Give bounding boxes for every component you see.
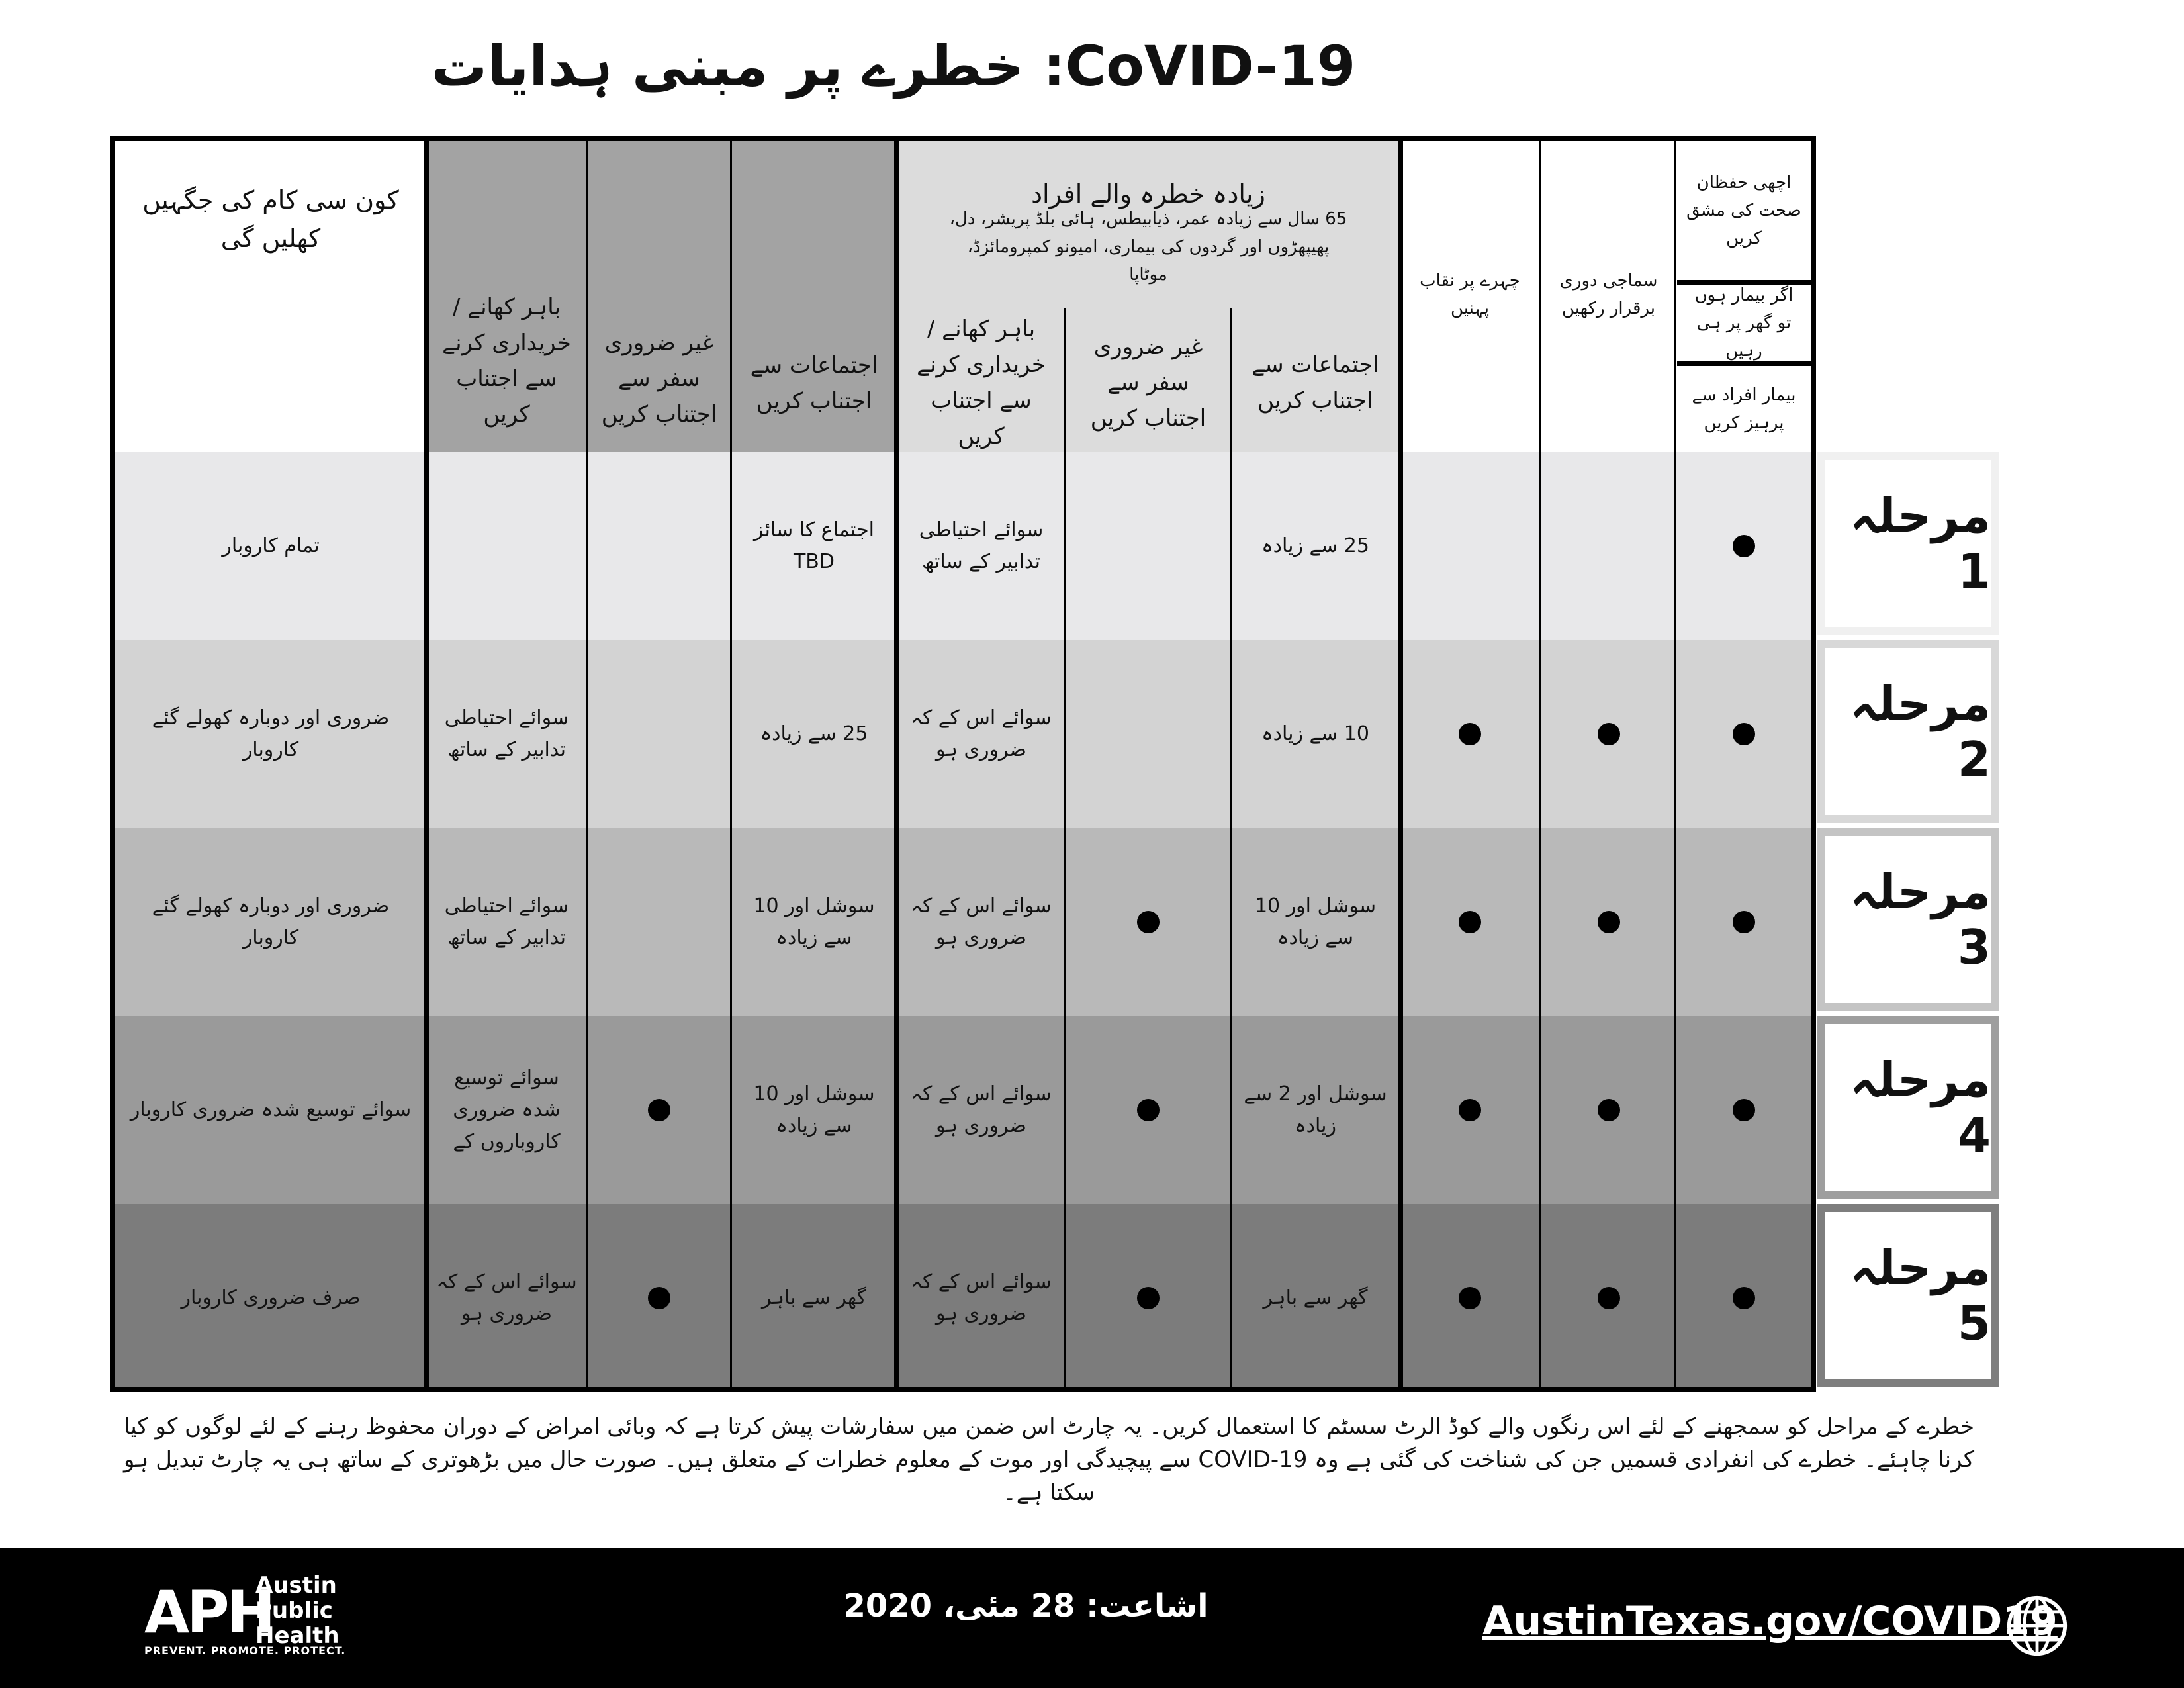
cell-distancing xyxy=(1540,1204,1677,1392)
cell-hr-gatherings xyxy=(1231,1204,1400,1392)
cell-general-gatherings xyxy=(731,452,897,640)
cell-hr-dining xyxy=(897,1204,1066,1392)
bullet-mark xyxy=(1733,723,1755,745)
header-hr-dining-text: باہر کھانے / خریداری کرنے سے اجتناب کریں xyxy=(917,316,1046,449)
cell-workplaces xyxy=(115,1016,426,1204)
header-hr-dining xyxy=(897,313,1066,452)
cell-distancing xyxy=(1540,640,1677,828)
header-distancing-text: سماجی دوری برقرار رکھیں xyxy=(1559,271,1658,318)
cell-general-gatherings xyxy=(731,1204,897,1392)
cell-general-dining xyxy=(426,828,587,1016)
bullet-mark xyxy=(1598,1099,1620,1121)
risk-guidelines-table xyxy=(110,136,1816,1392)
bullet-mark xyxy=(1459,1099,1481,1121)
grid-line xyxy=(586,141,588,1392)
cell-hr-dining xyxy=(897,828,1066,1016)
grid-line xyxy=(424,141,429,1392)
grid-line xyxy=(894,141,899,1392)
cell-workplaces xyxy=(115,1204,426,1392)
cell-masks xyxy=(1400,828,1540,1016)
cell-hr-dining xyxy=(897,1016,1066,1204)
footnote: خطرے کے مراحل کو سمجھنے کے لئے اس رنگوں والے کوڈ الرٹ سسٹم کا استعمال کریں۔ یہ چارٹ اس ضمن میں سفارشات پیش کرتا ہے کہ وبائی امراض کے دوران محفوظ رہنے کے لئے لوگوں کو کیا کرنا چاہئے۔ خطرے کی انفرادی قسمیں جن کی شناخت کی گئی ہے وہ COVID-19 سے پیچیدگی اور موت کے معلوم خطرات کے متعلق ہیں۔ صورت حال میں بڑھوتری کے ساتھ ہی یہ چارٹ تبدیل ہو سکتا ہے۔ xyxy=(123,1413,1975,1506)
bullet-mark xyxy=(1598,1287,1620,1309)
cell-general-travel xyxy=(587,1016,731,1204)
stage-label: مرحلہ 5 xyxy=(1817,1204,1999,1387)
bullet-mark xyxy=(1733,911,1755,933)
cell-text: ضروری اور دوبارہ کھولے گئے کاروبار xyxy=(152,894,390,949)
cell-text: سوشل اور 10 سے زیادہ xyxy=(753,1082,875,1137)
header-high-risk-title-text: زیادہ خطرہ والے افراد xyxy=(1031,179,1265,209)
bullet-mark xyxy=(1459,723,1481,745)
website-link[interactable]: AustinTexas.gov/COVID19 xyxy=(1482,1598,2058,1644)
cell-personal xyxy=(1677,1204,1811,1392)
cell-general-dining xyxy=(426,640,587,828)
cell-text: سوشل اور 2 سے زیادہ xyxy=(1244,1082,1387,1137)
bullet-mark xyxy=(1733,1099,1755,1121)
cell-text: ضروری اور دوبارہ کھولے گئے کاروبار xyxy=(152,706,390,761)
header-general-travel-text: غیر ضروری سفر سے اجتناب کریں xyxy=(601,330,717,428)
header-hr-travel-text: غیر ضروری سفر سے اجتناب کریں xyxy=(1090,334,1206,432)
cell-workplaces xyxy=(115,828,426,1016)
cell-general-travel xyxy=(587,1204,731,1392)
cell-masks xyxy=(1400,640,1540,828)
header-workplaces-text: کون سی کام کی جگہیں کھلیں گی xyxy=(142,185,399,253)
logo-mark: APH xyxy=(144,1578,273,1646)
cell-text: سوائے احتیاطی تدابیر کے ساتھ xyxy=(919,518,1044,573)
cell-masks xyxy=(1400,452,1540,640)
publish-date: اشاعت: 28 مئی، 2020 xyxy=(843,1587,1208,1624)
stage-label: مرحلہ 1 xyxy=(1817,452,1999,635)
cell-text: سوائے توسیع شدہ ضروری کاروباروں کے xyxy=(453,1066,561,1153)
cell-workplaces xyxy=(115,640,426,828)
header-general-gatherings xyxy=(731,141,897,452)
bullet-mark xyxy=(1733,535,1755,557)
logo-words xyxy=(255,1573,340,1648)
header-high-risk-desc-text: 65 سال سے زیادہ عمر، ذیابیطس، ہائی بلڈ پریشر، دل، پھیپھڑوں اور گردوں کی بیماری، امیونو کمپرومائزڈ، موٹاپا xyxy=(949,209,1347,285)
header-general-travel xyxy=(587,141,731,452)
header-general-gatherings-text: اجتماعات سے اجتناب کریں xyxy=(750,352,878,414)
cell-general-travel xyxy=(587,452,731,640)
cell-personal xyxy=(1677,452,1811,640)
bullet-mark xyxy=(1137,911,1160,933)
cell-text: سوائے احتیاطی تدابیر کے ساتھ xyxy=(444,894,569,949)
globe-icon xyxy=(2005,1594,2069,1658)
grid-line xyxy=(1398,141,1403,1392)
cell-hr-travel xyxy=(1066,452,1231,640)
grid-line xyxy=(1064,308,1066,1392)
grid-line xyxy=(1677,361,1813,366)
bullet-mark xyxy=(1137,1099,1160,1121)
cell-text: گھر سے باہر xyxy=(761,1286,867,1309)
header-hr-gatherings xyxy=(1231,313,1400,452)
grid-line xyxy=(1811,141,1816,1392)
bullet-mark xyxy=(1598,723,1620,745)
cell-text: سوائے اس کے کہ ضروری ہو xyxy=(911,1270,1052,1325)
cell-personal xyxy=(1677,828,1811,1016)
cell-text: 25 سے زیادہ xyxy=(760,722,868,745)
cell-general-gatherings xyxy=(731,1016,897,1204)
logo-line: Health xyxy=(255,1622,340,1649)
cell-hr-travel xyxy=(1066,640,1231,828)
header-stay-home xyxy=(1677,285,1811,361)
cell-text: گھر سے باہر xyxy=(1263,1286,1368,1309)
cell-text: 10 سے زیادہ xyxy=(1261,722,1369,745)
cell-hr-gatherings xyxy=(1231,828,1400,1016)
header-avoid-sick-text: بیمار افراد سے پرہیز کریں xyxy=(1692,385,1796,433)
cell-general-gatherings xyxy=(731,640,897,828)
cell-text: صرف ضروری کاروبار xyxy=(181,1286,361,1309)
cell-hr-travel xyxy=(1066,828,1231,1016)
header-hr-travel xyxy=(1066,313,1231,452)
grid-line xyxy=(1230,308,1232,1392)
bullet-mark xyxy=(648,1287,670,1309)
bullet-mark xyxy=(1733,1287,1755,1309)
header-stay-home-text: اگر بیمار ہوں تو گھر پر ہی رہیں xyxy=(1694,285,1794,361)
logo-line: Austin xyxy=(255,1572,337,1599)
cell-hr-travel xyxy=(1066,1016,1231,1204)
cell-general-dining xyxy=(426,1016,587,1204)
cell-hr-dining xyxy=(897,452,1066,640)
cell-text: سوائے احتیاطی تدابیر کے ساتھ xyxy=(444,706,569,761)
cell-distancing xyxy=(1540,452,1677,640)
cell-text: سوائے اس کے کہ ضروری ہو xyxy=(911,894,1052,949)
cell-general-travel xyxy=(587,828,731,1016)
bullet-mark xyxy=(1598,911,1620,933)
header-masks xyxy=(1400,141,1540,452)
cell-hr-gatherings xyxy=(1231,452,1400,640)
bullet-mark xyxy=(1459,911,1481,933)
cell-general-dining xyxy=(426,452,587,640)
header-high-risk-desc xyxy=(936,209,1360,285)
cell-masks xyxy=(1400,1016,1540,1204)
cell-personal xyxy=(1677,640,1811,828)
bullet-mark xyxy=(1459,1287,1481,1309)
cell-general-travel xyxy=(587,640,731,828)
grid-line xyxy=(1677,280,1813,285)
cell-text: تمام کاروبار xyxy=(222,534,320,557)
grid-line xyxy=(730,141,732,1392)
bullet-mark xyxy=(1137,1287,1160,1309)
header-general-dining xyxy=(426,141,587,452)
header-hygiene xyxy=(1677,141,1811,280)
cell-text: سوائے اس کے کہ ضروری ہو xyxy=(436,1270,577,1325)
logo-tagline: PREVENT. PROMOTE. PROTECT. xyxy=(144,1644,346,1657)
cell-hr-travel xyxy=(1066,1204,1231,1392)
cell-text: سوائے اس کے کہ ضروری ہو xyxy=(911,1082,1052,1137)
cell-hr-gatherings xyxy=(1231,640,1400,828)
header-distancing xyxy=(1540,141,1677,452)
header-general-dining-text: باہر کھانے / خریداری کرنے سے اجتناب کریں xyxy=(442,294,571,428)
cell-workplaces xyxy=(115,452,426,640)
header-workplaces xyxy=(115,141,426,452)
cell-text: اجتماع کا سائز TBD xyxy=(754,518,874,573)
cell-distancing xyxy=(1540,828,1677,1016)
cell-text: سوائے اس کے کہ ضروری ہو xyxy=(911,706,1052,761)
header-avoid-sick xyxy=(1677,366,1811,452)
cell-text: سوشل اور 10 سے زیادہ xyxy=(753,894,875,949)
stage-label: مرحلہ 4 xyxy=(1817,1016,1999,1199)
cell-general-dining xyxy=(426,1204,587,1392)
logo-line: Public xyxy=(255,1597,333,1624)
page-title: CoVID-19: خطرے پر مبنی ہدایات xyxy=(431,34,1356,99)
footer-bar xyxy=(0,1548,2184,1688)
aph-logo xyxy=(144,1573,356,1659)
cell-text: سوائے توسیع شدہ ضروری کاروبار xyxy=(130,1098,412,1121)
stage-label: مرحلہ 3 xyxy=(1817,828,1999,1011)
bullet-mark xyxy=(648,1099,670,1121)
cell-masks xyxy=(1400,1204,1540,1392)
cell-text: سوشل اور 10 سے زیادہ xyxy=(1254,894,1377,949)
cell-hr-gatherings xyxy=(1231,1016,1400,1204)
header-hygiene-text: اچھی حفظان صحت کی مشق کریں xyxy=(1686,173,1801,248)
cell-distancing xyxy=(1540,1016,1677,1204)
cell-general-gatherings xyxy=(731,828,897,1016)
grid-line xyxy=(1674,141,1676,1392)
header-hr-gatherings-text: اجتماعات سے اجتناب کریں xyxy=(1251,352,1379,414)
cell-text: 25 سے زیادہ xyxy=(1261,534,1369,557)
stage-label: مرحلہ 2 xyxy=(1817,640,1999,823)
header-masks-text: چہرے پر نقاب پہنیں xyxy=(1420,271,1520,318)
grid-line xyxy=(1539,141,1541,1392)
cell-hr-dining xyxy=(897,640,1066,828)
cell-personal xyxy=(1677,1016,1811,1204)
